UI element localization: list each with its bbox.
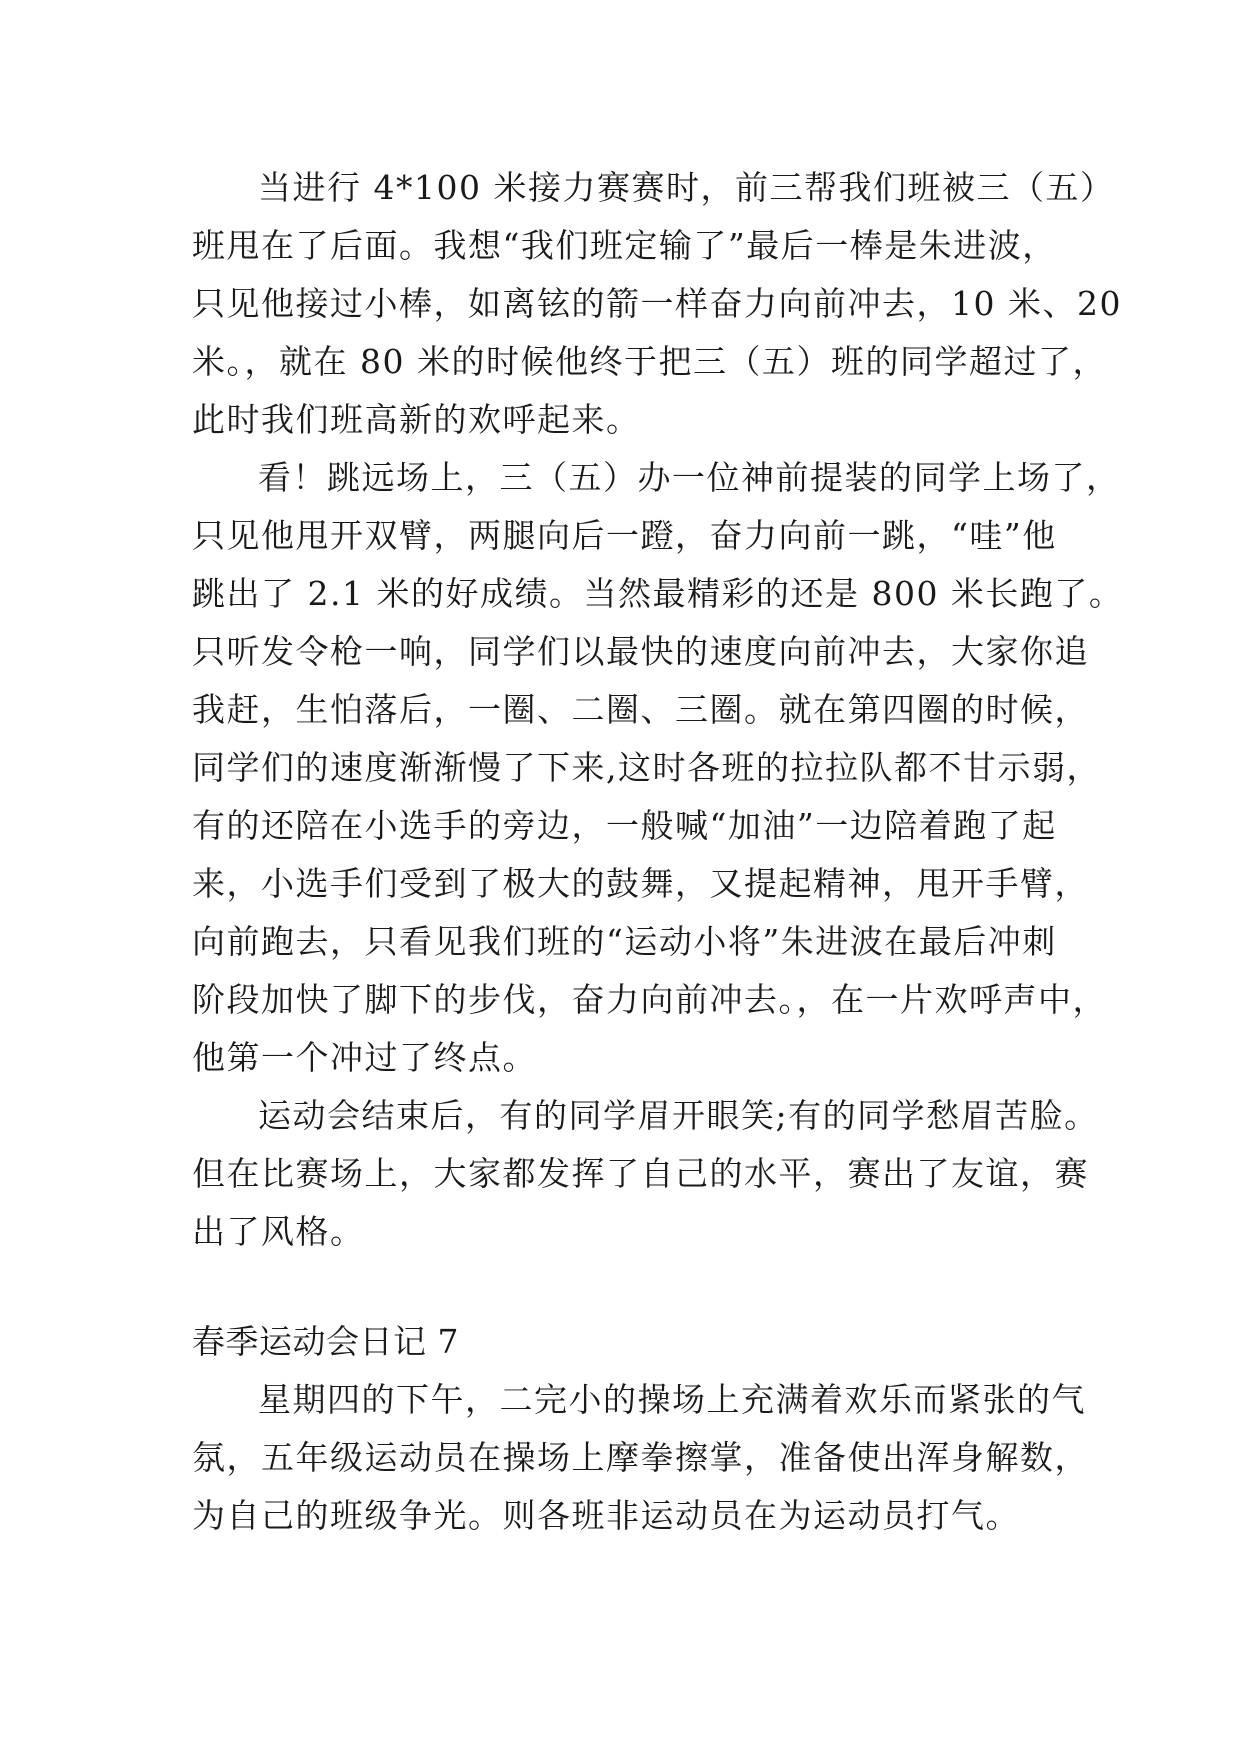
paragraph-1-line-1: 当进行 4*100 米接力赛赛时，前三帮我们班被三（五） bbox=[258, 168, 1115, 207]
paragraph-2-line-10: 阶段加快了脚下的步伐，奋力向前冲去。，在一片欢呼声中， bbox=[192, 980, 1107, 1019]
paragraph-1-line-2: 班甩在了后面。我想“我们班定输了”最后一棒是朱进波， bbox=[192, 226, 1057, 265]
paragraph-2-line-11: 他第一个冲过了终点。 bbox=[192, 1038, 537, 1077]
paragraph-3-line-2: 但在比赛场上，大家都发挥了自己的水平，赛出了友谊，赛 bbox=[192, 1154, 1089, 1193]
paragraph-3-line-3: 出了风格。 bbox=[192, 1212, 365, 1251]
paragraph-2-line-5: 我赶，生怕落后，一圈、二圈、三圈。就在第四圈的时候， bbox=[192, 690, 1089, 729]
paragraph-2-line-9: 向前跑去，只看见我们班的“运动小将”朱进波在最后冲刺 bbox=[192, 922, 1057, 961]
section-paragraph-line-3: 为自己的班级争光。则各班非运动员在为运动员打气。 bbox=[192, 1496, 1020, 1535]
section-title: 春季运动会日记 7 bbox=[192, 1322, 459, 1361]
paragraph-2-line-4: 只听发令枪一响，同学们以最快的速度向前冲去，大家你追 bbox=[192, 632, 1089, 671]
paragraph-2-line-8: 来，小选手们受到了极大的鼓舞，又提起精神，甩开手臂， bbox=[192, 864, 1089, 903]
paragraph-1-line-3: 只见他接过小棒，如离铉的箭一样奋力向前冲去，10 米、20 bbox=[192, 284, 1122, 323]
paragraph-2-line-7: 有的还陪在小选手的旁边，一般喊“加油”一边陪着跑了起 bbox=[192, 806, 1057, 845]
paragraph-1-line-4: 米。，就在 80 米的时候他终于把三（五）班的同学超过了， bbox=[192, 342, 1107, 381]
section-paragraph-line-2: 氛，五年级运动员在操场上摩拳擦掌，准备使出浑身解数， bbox=[192, 1438, 1089, 1477]
paragraph-2-line-3: 跳出了 2.1 米的好成绩。当然最精彩的还是 800 米长跑了。 bbox=[192, 574, 1124, 613]
paragraph-2-line-2: 只见他甩开双臂，两腿向后一蹬，奋力向前一跳，“哇”他 bbox=[192, 516, 1057, 555]
section-paragraph-line-1: 星期四的下午，二完小的操场上充满着欢乐而紧张的气 bbox=[258, 1380, 1086, 1419]
paragraph-3-line-1: 运动会结束后，有的同学眉开眼笑;有的同学愁眉苦脸。 bbox=[258, 1096, 1099, 1135]
paragraph-2-line-1: 看！跳远场上，三（五）办一位神前提装的同学上场了， bbox=[258, 458, 1121, 497]
paragraph-2-line-6: 同学们的速度渐渐慢了下来,这时各班的拉拉队都不甘示弱， bbox=[192, 748, 1101, 787]
paragraph-1-line-5: 此时我们班高新的欢呼起来。 bbox=[192, 400, 641, 439]
